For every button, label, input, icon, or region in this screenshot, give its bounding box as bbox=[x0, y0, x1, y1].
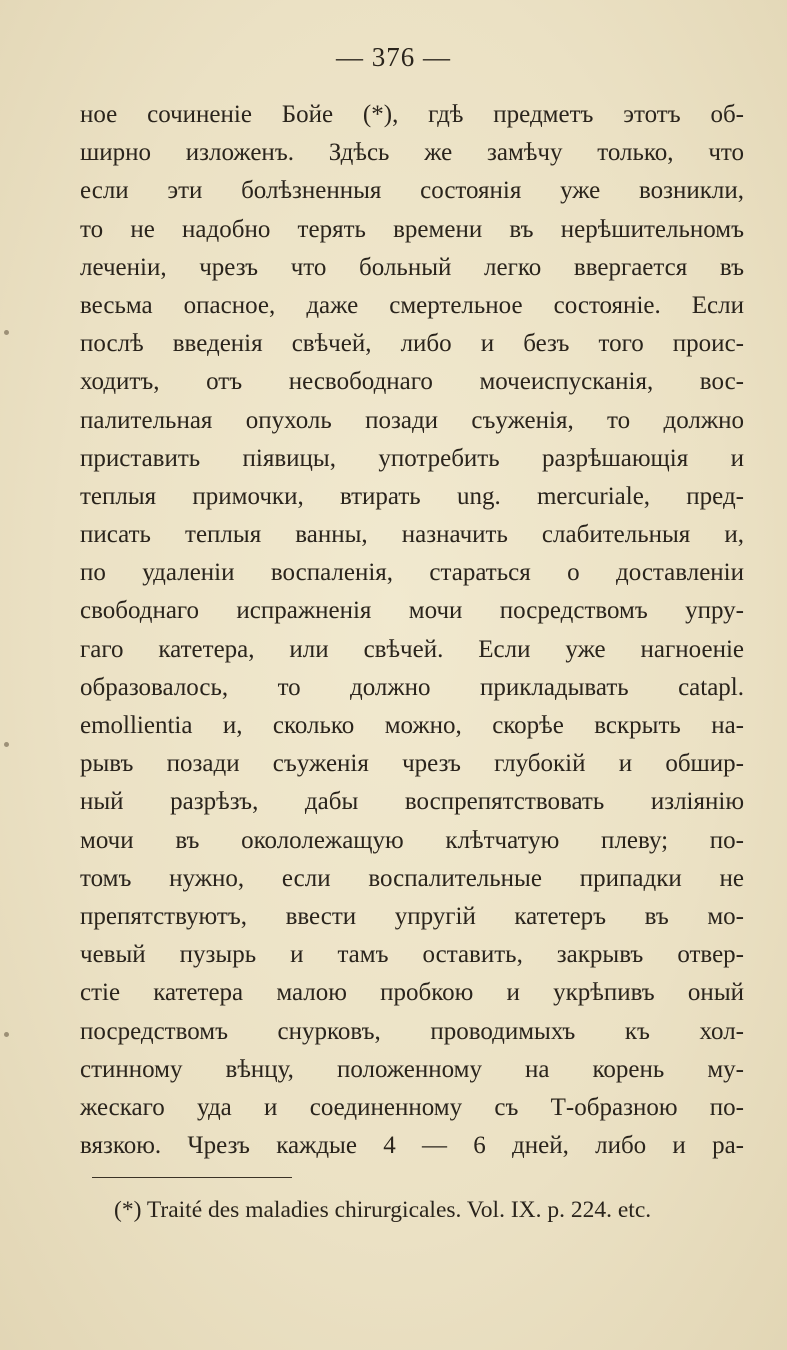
body-text bbox=[80, 96, 744, 1165]
text-line: вязкою. Чрезъ каждые 4 — 6 дней, либо и ра- bbox=[80, 1132, 744, 1160]
text-line: образовалось, то должно прикладывать catapl. bbox=[80, 673, 744, 701]
text-line: чевый пузырь и тамъ оставить, закрывъ отвер- bbox=[80, 941, 744, 969]
text-line: ходитъ, отъ несвободнаго мочеиспусканія, вос- bbox=[80, 368, 744, 396]
text-line: писать теплыя ванны, назначить слабительныя и, bbox=[80, 521, 744, 549]
margin-speck bbox=[4, 1032, 9, 1037]
text-line: гаго катетера, или свѣчей. Если уже нагноеніе bbox=[80, 635, 744, 663]
text-line: рывъ позади съуженія чрезъ глубокій и обшир- bbox=[80, 750, 744, 778]
margin-speck bbox=[4, 330, 9, 335]
text-line: ное сочиненіе Бойе (*), гдѣ предметъ этотъ об- bbox=[80, 101, 744, 128]
margin-speck bbox=[4, 742, 9, 747]
text-line: emollientia и, сколько можно, скорѣе вскрыть на- bbox=[80, 712, 744, 739]
text-line: приставить піявицы, употребить разрѣшающія и bbox=[80, 444, 744, 472]
text-line: леченіи, чрезъ что больный легко ввергается въ bbox=[80, 253, 744, 281]
text-line: томъ нужно, если воспалительные припадки не bbox=[80, 864, 744, 892]
page-number: — 376 — bbox=[336, 42, 451, 72]
text-line: ширно изложенъ. Здѣсь же замѣчу только, что bbox=[80, 139, 744, 167]
text-line: стіе катетера малою пробкою и укрѣпивъ оный bbox=[80, 979, 744, 1007]
text-line: посредствомъ снурковъ, проводимыхъ къ хол- bbox=[80, 1017, 744, 1045]
text-line: палительная опухоль позади съуженія, то должно bbox=[80, 406, 744, 434]
text-line: мочи въ окололежащую клѣтчатую плеву; по- bbox=[80, 826, 744, 854]
text-line: послѣ введенія свѣчей, либо и безъ того проис- bbox=[80, 330, 744, 358]
text-line: по удаленіи воспаленія, стараться о доставленіи bbox=[80, 559, 744, 587]
text-line: теплыя примочки, втирать ung. mercuriale, пред- bbox=[80, 482, 744, 510]
text-line: весьма опасное, даже смертельное состояніе. Если bbox=[80, 291, 744, 319]
footnote-divider bbox=[92, 1177, 292, 1178]
text-line: ный разрѣзъ, дабы воспрепятствовать изліянію bbox=[80, 788, 744, 816]
text-line: то не надобно терять времени въ нерѣшительномъ bbox=[80, 215, 744, 243]
text-line: стинному вѣнцу, положенному на корень му- bbox=[80, 1055, 744, 1083]
text-line: если эти болѣзненныя состоянія уже возникли, bbox=[80, 177, 744, 205]
text-line: жескаго уда и соединенному съ Т-образною по- bbox=[80, 1093, 744, 1121]
text-line: препятствуютъ, ввести упругій катетеръ въ мо- bbox=[80, 902, 744, 930]
text-line: свободнаго испражненія мочи посредствомъ упру- bbox=[80, 597, 744, 625]
footnote: (*) Traité des maladies chirurgicales. Vol. IX. p. 224. etc. bbox=[114, 1197, 652, 1223]
